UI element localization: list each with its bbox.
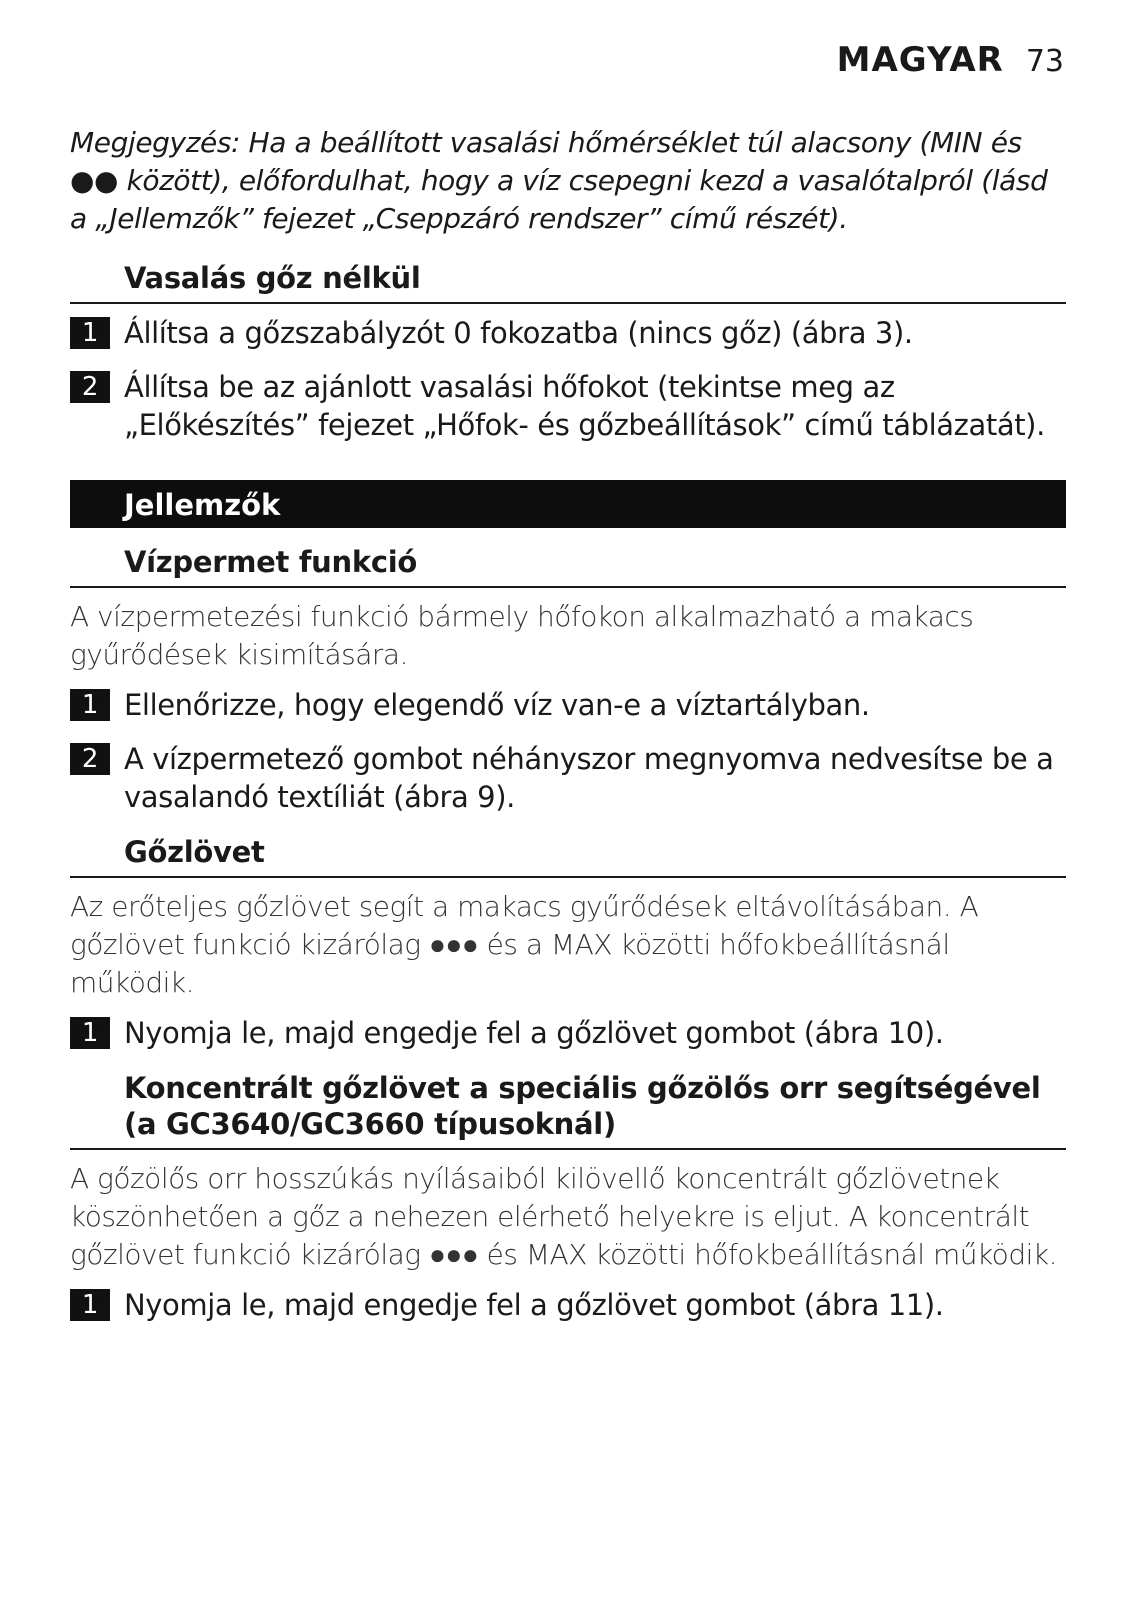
step-number: 2 <box>70 371 110 403</box>
step-item <box>70 1286 1066 1324</box>
step-item <box>70 368 1066 444</box>
section-title-ironing-without-steam: Vasalás gőz nélkül <box>70 258 1066 304</box>
step-text: Nyomja le, majd engedje fel a gőzlövet gombot (ábra 11). <box>124 1288 944 1322</box>
page-header <box>837 40 1064 80</box>
step-number: 1 <box>70 1289 110 1321</box>
step-number: 1 <box>70 689 110 721</box>
step-item <box>70 314 1066 352</box>
section-body: Az erőteljes gőzlövet segít a makacs gyűrődések eltávolításában. A gőzlövet funkció kizárólag ●●● és a MAX közötti hőfokbeállításnál működik. <box>70 890 979 999</box>
note-text: Megjegyzés: Ha a beállított vasalási hőmérséklet túl alacsony (MIN és ●● között), előfordulhat, hogy a víz csepegni kezd a vasalótalpról (lásd a „Jellemzők” fejezet „Cseppzáró rendszer” című részét). <box>70 126 1048 235</box>
section-title-shot-of-steam: Gőzlövet <box>70 832 1066 878</box>
section-body: A vízpermetezési funkció bármely hőfokon alkalmazható a makacs gyűrődések kisimítására. <box>70 600 974 671</box>
page-language: MAGYAR <box>836 40 1004 80</box>
page-number: 73 <box>1025 44 1064 79</box>
step-text: Állítsa be az ajánlott vasalási hőfokot (tekintse meg az „Előkészítés” fejezet „Hőfok- és gőzbeállítások” című táblázatát). <box>124 370 1045 442</box>
step-number: 1 <box>70 1017 110 1049</box>
step-text: Nyomja le, majd engedje fel a gőzlövet gombot (ábra 10). <box>124 1016 944 1050</box>
step-number: 1 <box>70 317 110 349</box>
step-item <box>70 740 1066 816</box>
step-number: 2 <box>70 743 110 775</box>
section-body: A gőzölős orr hosszúkás nyílásaiból kilövellő koncentrált gőzlövetnek köszönhetően a gőz a nehezen elérhető helyekre is eljut. A koncentrált gőzlövet funkció kizárólag ●●● és MAX közötti hőfokbeállításnál működik. <box>70 1162 1057 1271</box>
step-item <box>70 1014 1066 1052</box>
step-text: Ellenőrizze, hogy elegendő víz van-e a víztartályban. <box>124 688 870 722</box>
step-text: Állítsa a gőzszabályzót 0 fokozatba (nincs gőz) (ábra 3). <box>124 316 913 350</box>
chapter-title-features: Jellemzők <box>70 480 1066 528</box>
step-text: A vízpermetező gombot néhányszor megnyomva nedvesítse be a vasalandó textíliát (ábra 9). <box>124 742 1054 814</box>
section-title-concentrated-steam: Koncentrált gőzlövet a speciális gőzölős orr segítségével (a GC3640/GC3660 típusoknál) <box>70 1068 1066 1150</box>
step-item <box>70 686 1066 724</box>
section-title-spray-function: Vízpermet funkció <box>70 542 1066 588</box>
page-content <box>70 124 1066 1340</box>
